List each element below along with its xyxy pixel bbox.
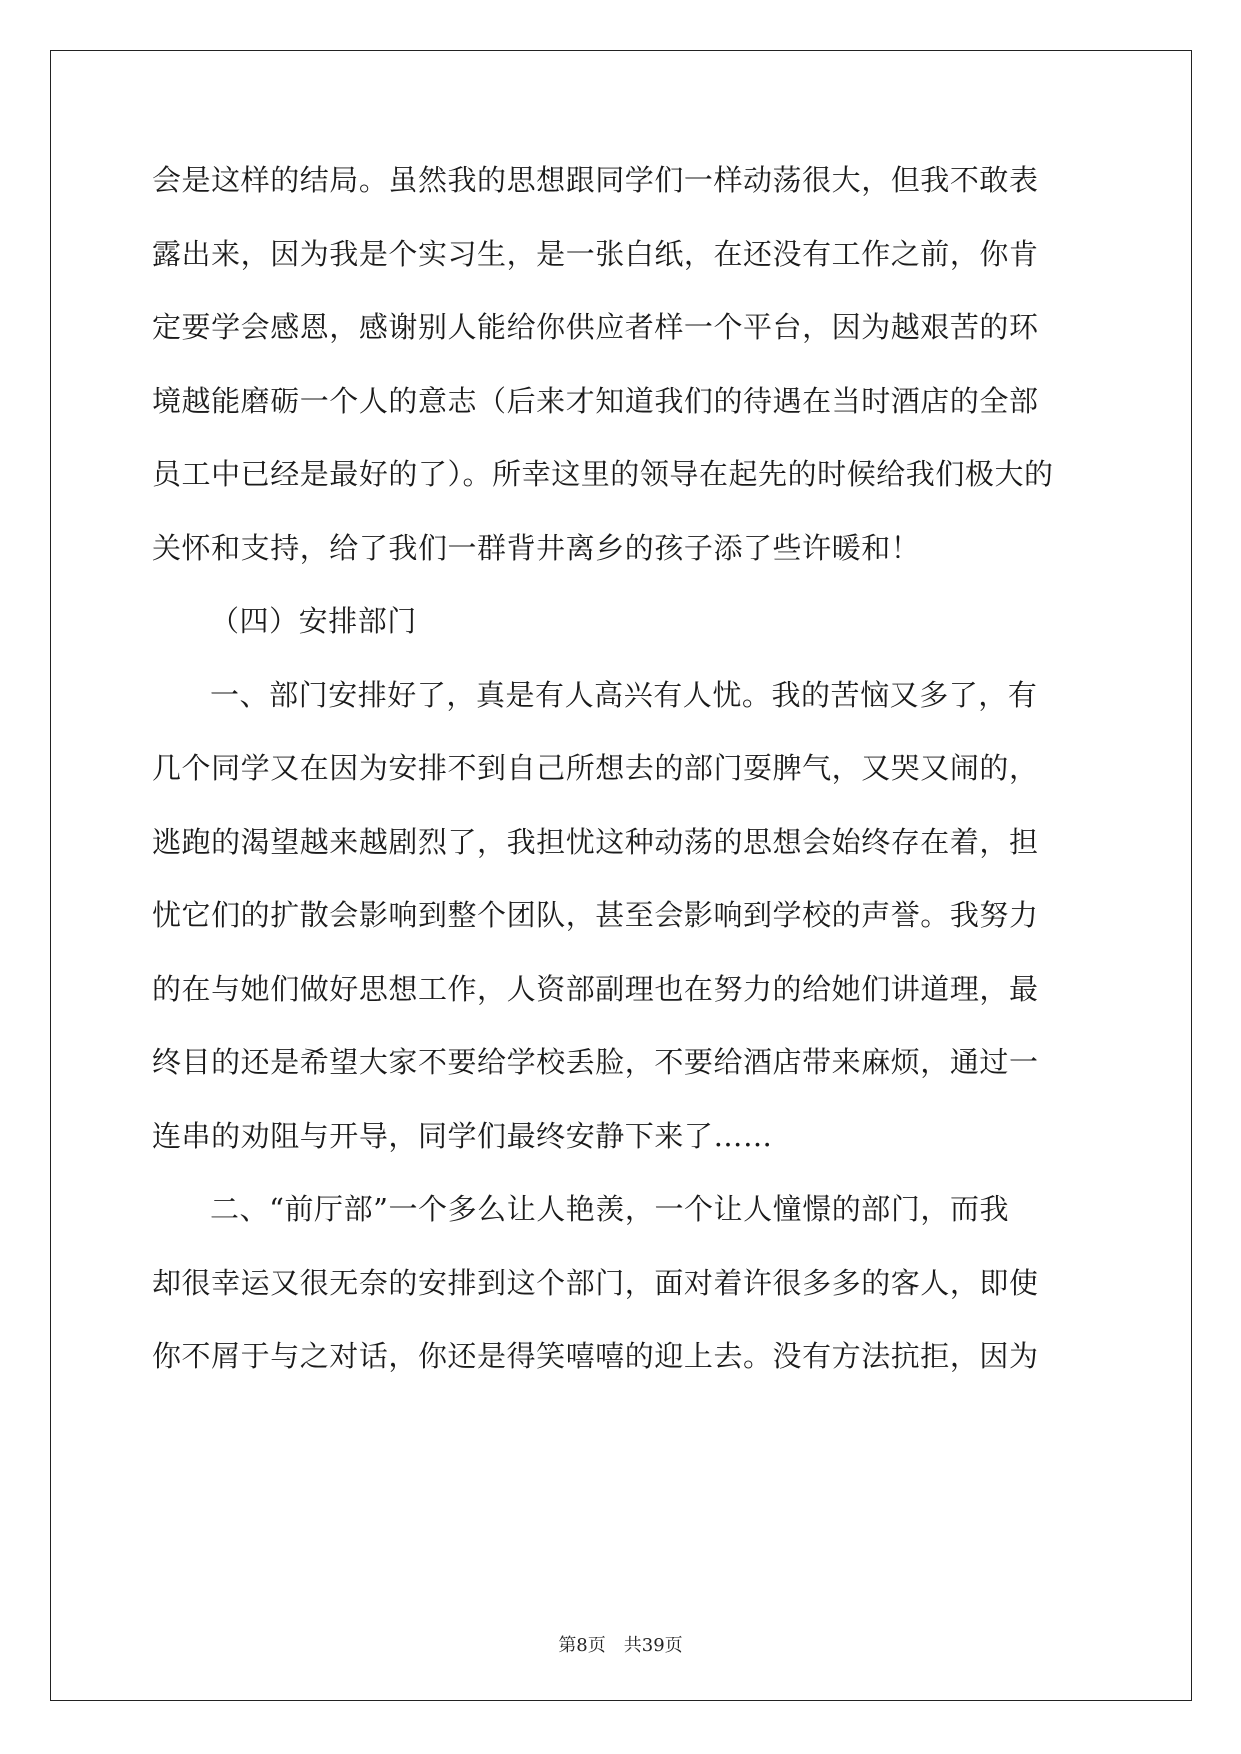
text-line: 逃跑的渴望越来越剧烈了，我担忧这种动荡的思想会始终存在着，担 — [152, 824, 1039, 859]
text-line: 一、部门安排好了，真是有人高兴有人忧。我的苦恼又多了，有 — [210, 677, 1038, 712]
text-line: 露出来，因为我是个实习生，是一张白纸，在还没有工作之前，你肯 — [152, 236, 1039, 271]
text-line: 几个同学又在因为安排不到自己所想去的部门耍脾气，又哭又闹的， — [152, 751, 1039, 785]
page-number-total: 共39页 — [623, 1635, 683, 1656]
text-line: 二、“前厅部”一个多么让人艳羡，一个让人憧憬的部门，而我 — [210, 1192, 1010, 1226]
text-line: 员工中已经是最好的了）。所幸这里的领导在起先的时候给我们极大的 — [152, 457, 1054, 491]
text-line: 的在与她们做好思想工作，人资部副理也在努力的给她们讲道理，最 — [152, 971, 1039, 1006]
text-line: 会是这样的结局。虽然我的思想跟同学们一样动荡很大，但我不敢表 — [152, 163, 1039, 197]
text-line: 终目的还是希望大家不要给学校丢脸，不要给酒店带来麻烦，通过一 — [152, 1045, 1039, 1079]
text-line: 却很幸运又很无奈的安排到这个部门，面对着许很多多的客人，即使 — [152, 1265, 1039, 1300]
document-body — [152, 160, 1092, 1410]
text-line: 你不屑于与之对话，你还是得笑嘻嘻的迎上去。没有方法抗拒，因为 — [152, 1339, 1039, 1373]
text-line: 连串的劝阻与开导，同学们最终安静下来了…… — [152, 1118, 773, 1153]
section-heading: （四）安排部门 — [210, 604, 417, 638]
text-line: 定要学会感恩，感谢别人能给你供应者样一个平台，因为越艰苦的环 — [152, 310, 1039, 344]
text-line: 忧它们的扩散会影响到整个团队，甚至会影响到学校的声誉。我努力 — [152, 898, 1039, 932]
page-number-current: 第8页 — [558, 1635, 606, 1656]
text-line: 关怀和支持，给了我们一群背井离乡的孩子添了些许暖和！ — [152, 530, 921, 565]
text-line: 境越能磨砺一个人的意志（后来才知道我们的待遇在当时酒店的全部 — [152, 383, 1039, 418]
page-footer — [0, 1631, 1241, 1657]
